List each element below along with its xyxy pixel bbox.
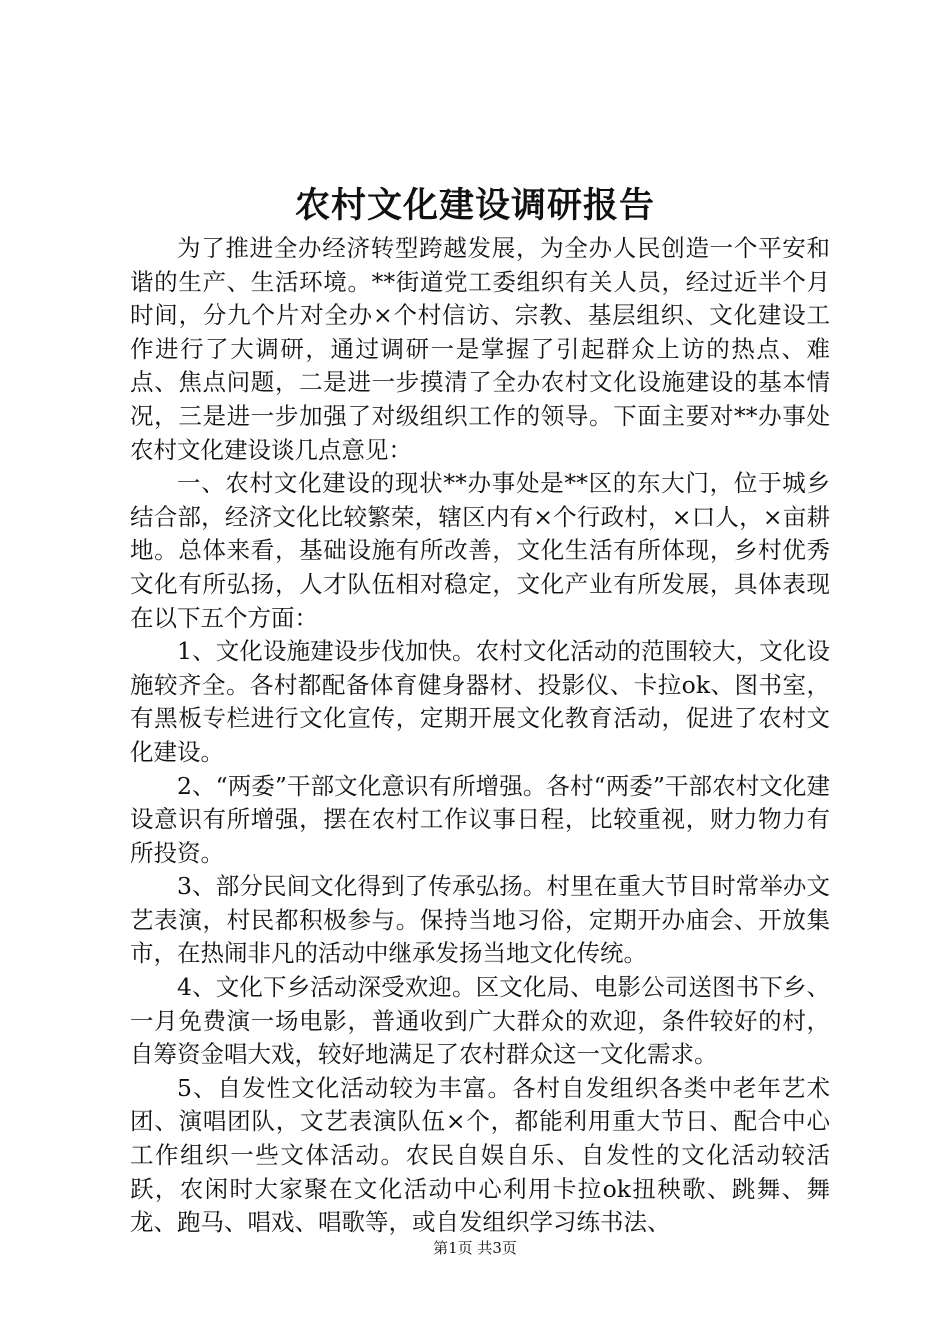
paragraph-intro: 为了推进全办经济转型跨越发展，为全办人民创造一个平安和谐的生产、生活环境。**街道党工委组织有关人员，经过近半个月时间，分九个片对全办×个村信访、宗教、基层组织、文化建设工作进行了大调研，通过调研一是掌握了引起群众上访的热点、难点、焦点问题，二是进一步摸清了全办农村文化设施建设的基本情况，三是进一步加强了对级组织工作的领导。下面主要对**办事处农村文化建设谈几点意见： [130, 234, 830, 464]
paragraph-item-1: 1、文化设施建设步伐加快。农村文化活动的范围较大，文化设施较齐全。各村都配备体育健身器材、投影仪、卡拉ok、图书室，有黑板专栏进行文化宣传，定期开展文化教育活动，促进了农村文化建设。 [130, 637, 830, 766]
paragraph-item-3: 3、部分民间文化得到了传承弘扬。村里在重大节目时常举办文艺表演，村民都积极参与。保持当地习俗，定期开办庙会、开放集市，在热闹非凡的活动中继承发扬当地文化传统。 [130, 872, 830, 968]
page-footer: 第1页 共3页 [433, 1239, 517, 1257]
page-title: 农村文化建设调研报告 [294, 185, 655, 226]
document-body [130, 232, 830, 1240]
paragraph-item-4: 4、文化下乡活动深受欢迎。区文化局、电影公司送图书下乡、一月免费演一场电影，普通收到广大群众的欢迎，条件较好的村，自筹资金唱大戏，较好地满足了农村群众这一文化需求。 [130, 973, 830, 1069]
paragraph-item-2: 2、“两委”干部文化意识有所增强。各村“两委”干部农村文化建设意识有所增强，摆在农村工作议事日程，比较重视，财力物力有所投资。 [130, 771, 830, 867]
paragraph-item-5: 5、自发性文化活动较为丰富。各村自发组织各类中老年艺术团、演唱团队，文艺表演队伍×个，都能利用重大节日、配合中心工作组织一些文体活动。农民自娱自乐、自发性的文化活动较活跃，农闲时大家聚在文化活动中心利用卡拉ok扭秧歌、跳舞、舞龙、跑马、唱戏、唱歌等，或自发组织学习练书法、 [130, 1073, 830, 1237]
paragraph-section-1-status: 一、农村文化建设的现状**办事处是**区的东大门，位于城乡结合部，经济文化比较繁荣，辖区内有×个行政村，×口人，×亩耕地。总体来看，基础设施有所改善，文化生活有所体现，乡村优秀文化有所弘扬，人才队伍相对稳定，文化产业有所发展，具体表现在以下五个方面： [130, 469, 830, 632]
